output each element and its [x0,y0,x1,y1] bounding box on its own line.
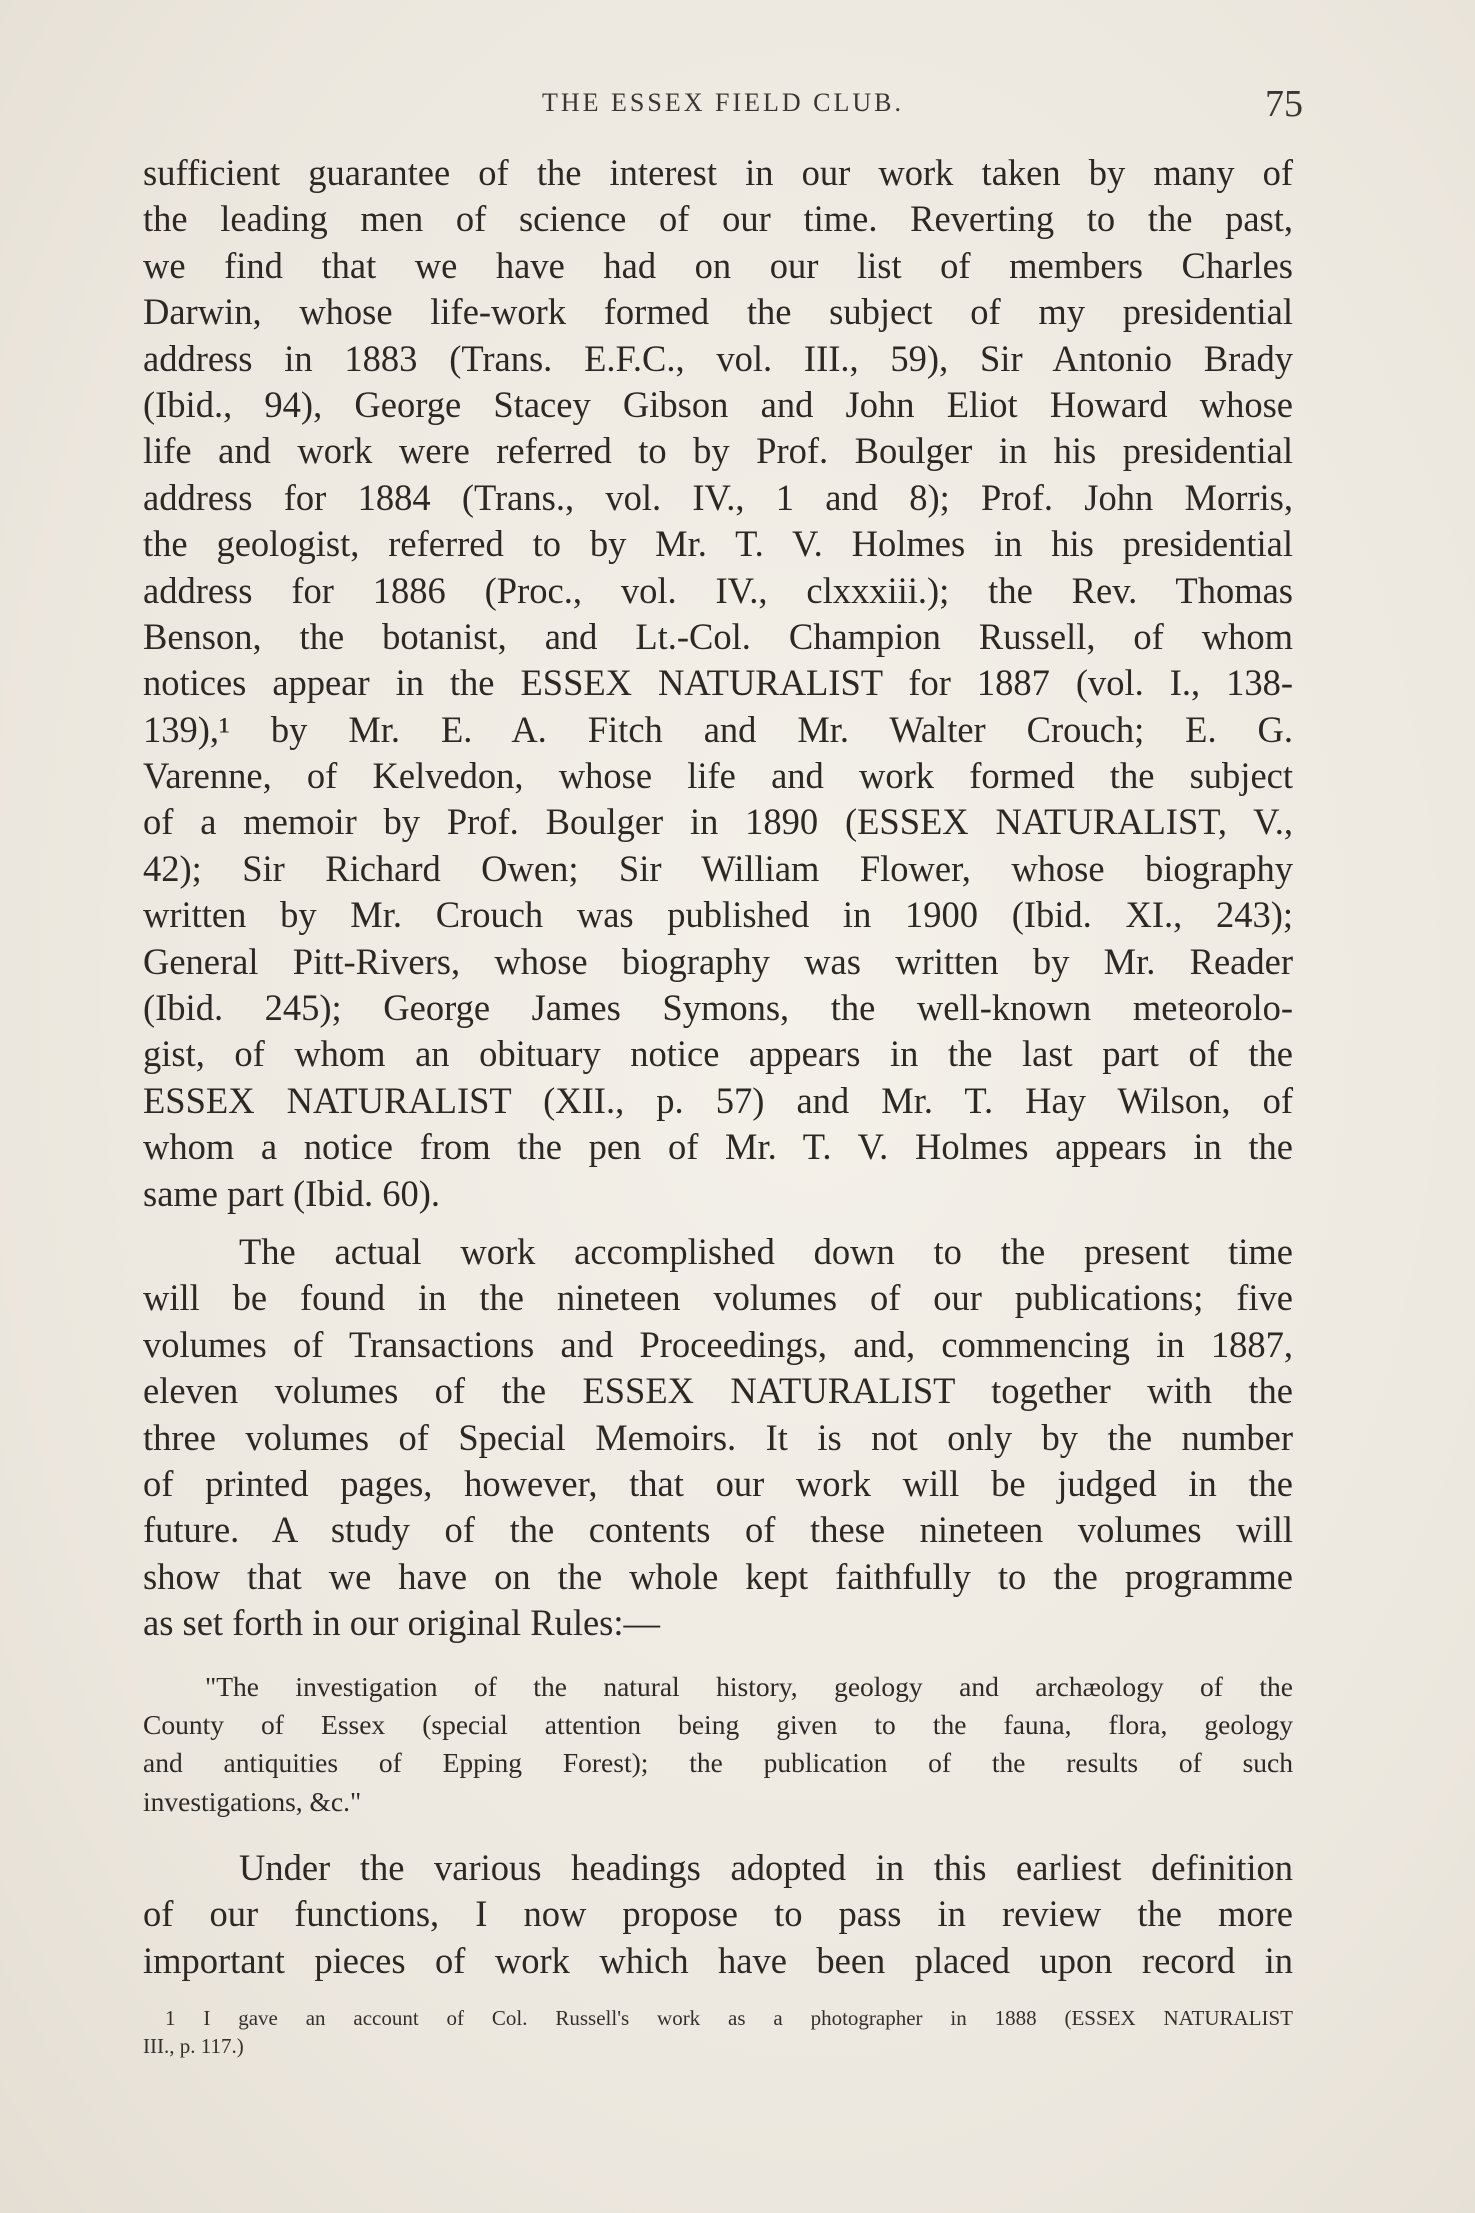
text-line: same part (Ibid. 60). [143,1172,440,1214]
text-line: volumes of Transactions and Proceedings, and, commencing in 1887, [143,1323,1293,1365]
text-line: address for 1884 (Trans., vol. IV., 1 and 8); Prof. John Morris, [143,476,1293,518]
text-line: written by Mr. Crouch was published in 1900 (Ibid. XI., 243); [143,894,1293,936]
text-line: eleven volumes of the ESSEX NATURALIST together with the [143,1370,1293,1412]
page-number: 75 [1265,83,1303,125]
text-line: Varenne, of Kelvedon, whose life and work formed the subject [143,755,1293,797]
text-line: future. A study of the contents of these nineteen volumes will [143,1509,1293,1551]
main-text [143,150,1293,1647]
text-line: (Ibid., 94), George Stacey Gibson and John Eliot Howard whose [143,383,1293,425]
text-line: ESSEX NATURALIST (XII., p. 57) and Mr. T. Hay Wilson, of [143,1079,1293,1121]
text-line: we find that we have had on our list of members Charles [143,244,1293,286]
text-line: the leading men of science of our time. Reverting to the past, [143,198,1293,240]
paragraph-first-line: Under the various headings adopted in this earliest definition [239,1847,1293,1888]
text-line: of printed pages, however, that our work will be judged in the [143,1462,1293,1504]
text-line: important pieces of work which have been placed upon record in [143,1939,1293,1981]
page-header [143,82,1303,132]
footnote [143,2004,1293,2060]
text-line: address in 1883 (Trans. E.F.C., vol. III., 59), Sir Antonio Brady [143,337,1293,379]
text-line: (Ibid. 245); George James Symons, the well-known meteorolo- [143,987,1293,1029]
text-line: 42); Sir Richard Owen; Sir William Flower, whose biography [143,847,1293,889]
text-line: of our functions, I now propose to pass in review the more [143,1893,1293,1935]
quote-line: investigations, &c." [143,1785,362,1817]
text-line: will be found in the nineteen volumes of our publications; five [143,1277,1293,1319]
text-line: address for 1886 (Proc., vol. IV., clxxxiii.); the Rev. Thomas [143,569,1293,611]
text-line: of a memoir by Prof. Boulger in 1890 (ESSEX NATURALIST, V., [143,801,1293,843]
quote-line: "The investigation of the natural history, geology and archæology of the [205,1671,1293,1702]
footnote-line: III., p. 117.) [143,2034,244,2058]
text-line: gist, of whom an obituary notice appears in the last part of the [143,1033,1293,1075]
text-line: life and work were referred to by Prof. Boulger in his presidential [143,430,1293,472]
text-line: show that we have on the whole kept faithfully to the programme [143,1555,1293,1597]
text-line: notices appear in the ESSEX NATURALIST for 1887 (vol. I., 138- [143,662,1293,704]
text-line: whom a notice from the pen of Mr. T. V. Holmes appears in the [143,1126,1293,1168]
text-line: Benson, the botanist, and Lt.-Col. Champion Russell, of whom [143,615,1293,657]
text-line: sufficient guarantee of the interest in our work taken by many of [143,152,1293,193]
main-text-continued [143,1845,1293,1984]
text-line: Darwin, whose life-work formed the subject of my presidential [143,291,1293,333]
text-line: the geologist, referred to by Mr. T. V. Holmes in his presidential [143,523,1293,565]
text-line: as set forth in our original Rules:— [143,1602,661,1644]
footnote-line: 1 I gave an account of Col. Russell's work as a photographer in 1888 (ESSEX NATURALIST [165,2006,1293,2030]
text-line: 139),¹ by Mr. E. A. Fitch and Mr. Walter Crouch; E. G. [143,708,1293,750]
quote-line: County of Essex (special attention being given to the fauna, flora, geology [143,1709,1293,1741]
text-line: three volumes of Special Memoirs. It is not only by the number [143,1416,1293,1458]
text-line: General Pitt-Rivers, whose biography was written by Mr. Reader [143,940,1293,982]
quote-line: and antiquities of Epping Forest); the publication of the results of such [143,1747,1293,1779]
paragraph-first-line: The actual work accomplished down to the present time [239,1230,1293,1272]
block-quote [143,1668,1293,1821]
running-title: THE ESSEX FIELD CLUB. [542,88,904,117]
